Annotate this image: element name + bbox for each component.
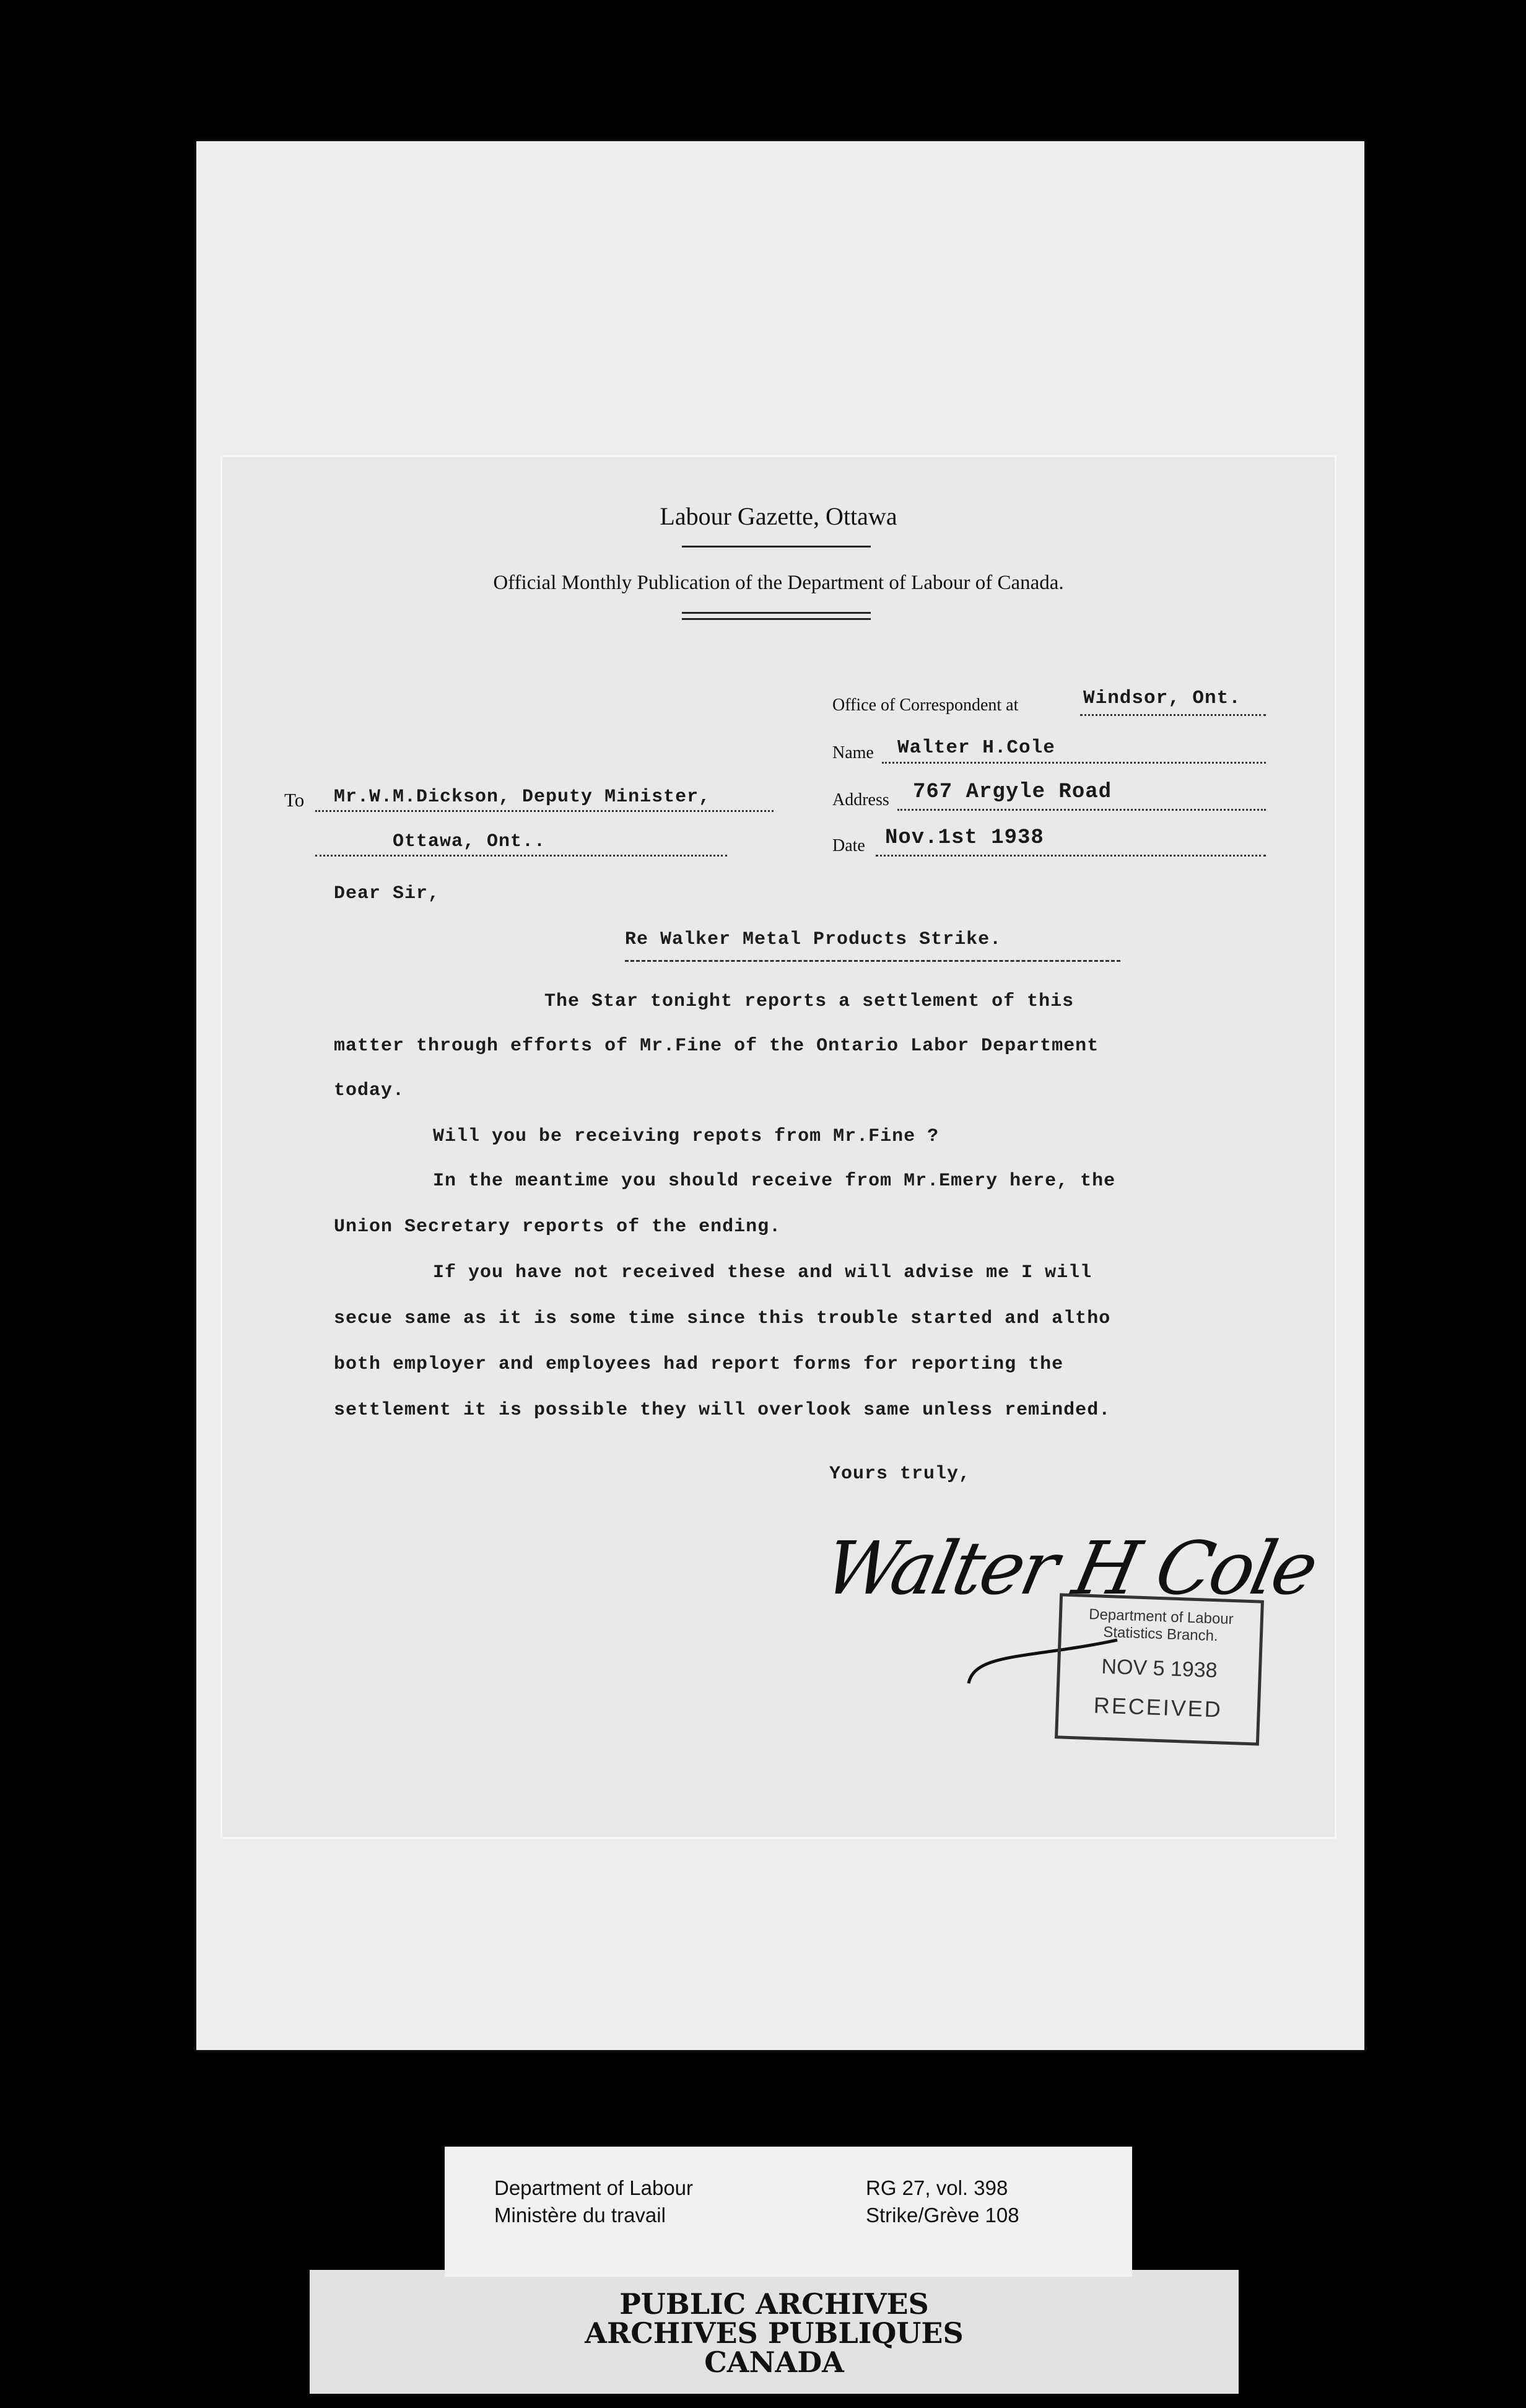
- p4-line3: both employer and employees had report forms for reporting the: [334, 1354, 1064, 1375]
- address-value: 767 Argyle Road: [913, 780, 1112, 804]
- recipient-line2: Ottawa, Ont..: [393, 831, 546, 852]
- letter-page: [220, 455, 1336, 1839]
- recipient-line1-rule: [315, 810, 774, 812]
- p4-line1: If you have not received these and will advise me I will: [433, 1262, 1092, 1283]
- p3-line2: Union Secretary reports of the ending.: [334, 1216, 782, 1237]
- date-value: Nov.1st 1938: [885, 826, 1044, 850]
- received-stamp: [1055, 1593, 1264, 1745]
- to-label: To: [284, 789, 305, 811]
- dept-en: Department of Labour: [494, 2176, 694, 2199]
- p1-line2: matter through efforts of Mr.Fine of the Ontario Labor Department: [334, 1036, 1099, 1057]
- stamp-date: NOV 5 1938: [1101, 1654, 1218, 1683]
- ref-line2: Strike/Grève 108: [866, 2204, 1019, 2227]
- p1-line3: today.: [334, 1080, 405, 1101]
- stamp-status: RECEIVED: [1093, 1692, 1223, 1722]
- subject-underline: [625, 960, 1120, 962]
- office-line: [1080, 714, 1266, 716]
- office-value: Windsor, Ont.: [1083, 687, 1241, 709]
- subtitle-rule: [682, 612, 871, 620]
- stamp-line2: Statistics Branch.: [1102, 1623, 1219, 1645]
- name-line: [882, 762, 1266, 764]
- p4-line2: secue same as it is some time since this trouble started and altho: [334, 1308, 1111, 1329]
- archive-banner-line3: CANADA: [704, 2345, 844, 2379]
- address-line: [897, 809, 1266, 811]
- recipient-line2-rule: [315, 855, 727, 857]
- p2-line1: Will you be receiving repots from Mr.Fine ?: [433, 1126, 940, 1147]
- dept-fr: Ministère du travail: [494, 2204, 666, 2227]
- salutation: Dear Sir,: [334, 883, 440, 904]
- address-label: Address: [832, 790, 889, 809]
- letterhead-title: Labour Gazette, Ottawa: [660, 502, 897, 530]
- signature: Walter H Cole: [817, 1525, 1323, 1611]
- p3-line1: In the meantime you should receive from Mr.Emery here, the: [433, 1171, 1116, 1192]
- p4-line4: settlement it is possible they will overlook same unless reminded.: [334, 1400, 1111, 1421]
- name-label: Name: [832, 743, 874, 762]
- archive-banner-line2: ARCHIVES PUBLIQUES: [585, 2316, 964, 2350]
- archive-banner-line1: PUBLIC ARCHIVES: [619, 2287, 929, 2321]
- date-label: Date: [832, 836, 865, 855]
- letterhead-subtitle: Official Monthly Publication of the Department of Labour of Canada.: [493, 572, 1064, 594]
- title-rule: [682, 546, 871, 547]
- subject-line: Re Walker Metal Products Strike.: [625, 929, 1002, 950]
- date-line: [876, 855, 1266, 857]
- stamp-line1: Department of Labour: [1088, 1605, 1234, 1628]
- recipient-line1: Mr.W.M.Dickson, Deputy Minister,: [334, 787, 711, 808]
- closing: Yours truly,: [829, 1464, 971, 1485]
- office-label: Office of Correspondent at: [832, 696, 1019, 715]
- name-value: Walter H.Cole: [897, 737, 1055, 759]
- p1-line1: The Star tonight reports a settlement of this: [544, 991, 1075, 1012]
- ref-line1: RG 27, vol. 398: [866, 2176, 1008, 2199]
- archive-label-card: [445, 2147, 1132, 2277]
